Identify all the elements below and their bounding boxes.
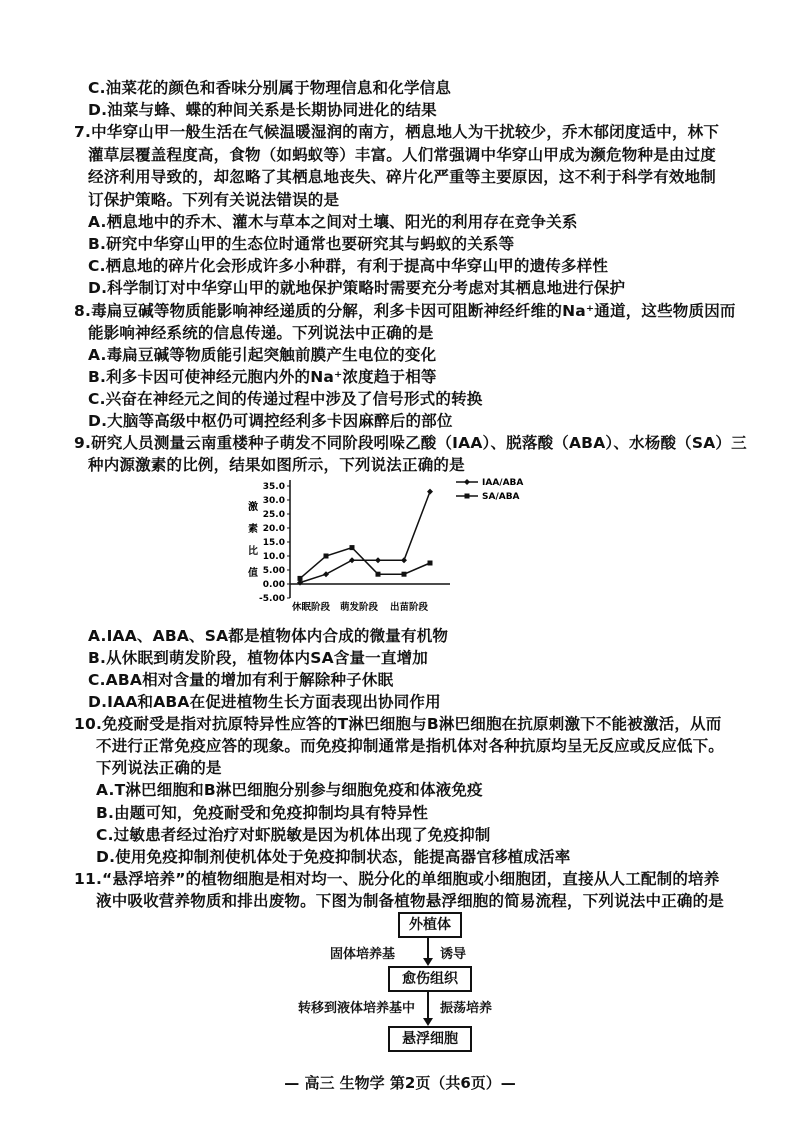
y-axis-label-char: 激 (248, 502, 258, 513)
text-line: 9.研究人员测量云南重楼种子萌发不同阶段吲哚乙酸（IAA）、脱落酸（ABA）、水杨酸（SA）三 (74, 434, 747, 452)
hormone-ratio-chart (228, 470, 548, 620)
data-point-iaa-aba (323, 571, 329, 577)
text-line: D.大脑等高级中枢仍可调控经利多卡因麻醉后的部位 (88, 412, 453, 430)
data-point-sa-aba (298, 576, 303, 581)
y-tick-label: 15.0 (262, 538, 285, 548)
text-line: D.使用免疫抑制剂使机体处于免疫抑制状态，能提高器官移植成活率 (96, 848, 571, 866)
flow-label-solid-medium: 固体培养基 (330, 947, 396, 962)
text-line: D.油菜与蜂、蝶的种间关系是长期协同进化的结果 (88, 101, 437, 119)
text-line: 液中吸收营养物质和排出废物。下图为制备植物悬浮细胞的简易流程，下列说法中正确的是 (96, 892, 725, 910)
x-category-label: 萌发阶段 (340, 602, 379, 613)
text-line: 种内源激素的比例，结果如图所示，下列说法正确的是 (88, 456, 465, 474)
text-line: 7.中华穿山甲一般生活在气候温暖湿润的南方，栖息地人为干扰较少，乔木郁闭度适中，林下 (74, 123, 720, 141)
text-line: 下列说法正确的是 (96, 759, 222, 777)
text-line: D.IAA和ABA在促进植物生长方面表现出协同作用 (88, 693, 441, 711)
text-line: B.研究中华穿山甲的生态位时通常也要研究其与蚂蚁的关系等 (88, 235, 515, 253)
series-line-iaa-aba (300, 492, 430, 583)
flow-box-explant: 外植体 (398, 912, 462, 938)
page-footer: — 高三 生物学 第2页（共6页）— (284, 1074, 516, 1092)
y-axis-label-char: 比 (248, 546, 258, 557)
text-line: A.T淋巴细胞和B淋巴细胞分别参与细胞免疫和体液免疫 (96, 781, 483, 799)
text-line: 灌草层覆盖程度高，食物（如蚂蚁等）丰富。人们常强调中华穿山甲成为濒危物种是由过度 (88, 146, 717, 164)
data-point-sa-aba (376, 572, 381, 577)
text-line: 经济利用导致的，却忽略了其栖息地丧失、碎片化严重等主要原因，这不利于科学有效地制 (88, 168, 717, 186)
text-line: 10.免疫耐受是指对抗原特异性应答的T淋巴细胞与B淋巴细胞在抗原刺激下不能被激活，从而 (74, 715, 722, 733)
x-category-label: 休眠阶段 (292, 602, 331, 613)
text-line: A.栖息地中的乔木、灌木与草本之间对土壤、阳光的利用存在竞争关系 (88, 213, 578, 231)
y-axis-label-char: 值 (248, 568, 258, 579)
text-line: D.科学制订对中华穿山甲的就地保护策略时需要充分考虑对其栖息地进行保护 (88, 279, 626, 297)
text-line: C.ABA相对含量的增加有利于解除种子休眠 (88, 671, 394, 689)
text-line: 订保护策略。下列有关说法错误的是 (88, 191, 340, 209)
data-point-sa-aba (324, 554, 329, 559)
text-line: C.过敏患者经过治疗对虾脱敏是因为机体出现了免疫抑制 (96, 826, 491, 844)
y-tick-label: -5.00 (259, 594, 285, 604)
y-tick-label: 0.00 (262, 580, 285, 590)
y-tick-label: 25.0 (262, 510, 285, 520)
text-line: C.栖息地的碎片化会形成许多小种群，有利于提高中华穿山甲的遗传多样性 (88, 257, 609, 275)
y-axis-label-char: 素 (248, 524, 258, 535)
flow-label-shaking-culture: 振荡培养 (440, 1001, 493, 1016)
text-line: 不进行正常免疫应答的现象。而免疫抑制通常是指机体对各种抗原均呈无反应或反应低下。 (96, 737, 725, 755)
suspension-culture-flowchart (300, 912, 520, 1052)
text-line: A.IAA、ABA、SA都是植物体内合成的微量有机物 (88, 627, 449, 645)
text-line: C.兴奋在神经元之间的传递过程中涉及了信号形式的转换 (88, 390, 483, 408)
data-point-sa-aba (428, 561, 433, 566)
text-line: B.从休眠到萌发阶段，植物体内SA含量一直增加 (88, 649, 428, 667)
chart-svg (228, 470, 548, 620)
text-line: B.利多卡因可使神经元胞内外的Na⁺浓度趋于相等 (88, 368, 437, 386)
data-point-sa-aba (402, 572, 407, 577)
flow-label-induction: 诱导 (440, 947, 467, 962)
legend-label: SA/ABA (482, 492, 520, 502)
flow-box-suspension-cells: 悬浮细胞 (388, 1026, 472, 1052)
data-point-iaa-aba (427, 489, 433, 495)
text-line: 11.“悬浮培养”的植物细胞是相对均一、脱分化的单细胞或小细胞团，直接从人工配制的培养 (74, 870, 720, 888)
data-point-iaa-aba (375, 557, 381, 563)
legend-label: IAA/ABA (482, 478, 524, 488)
text-line: 8.毒扁豆碱等物质能影响神经递质的分解，利多卡因可阻断神经纤维的Na⁺通道，这些物质因而 (74, 302, 736, 320)
series-line-sa-aba (300, 548, 430, 579)
y-tick-label: 35.0 (262, 482, 285, 492)
legend-marker (464, 479, 470, 485)
y-tick-label: 10.0 (262, 552, 285, 562)
y-tick-label: 30.0 (262, 496, 285, 506)
data-point-iaa-aba (349, 557, 355, 563)
text-line: C.油菜花的颜色和香味分别属于物理信息和化学信息 (88, 79, 452, 97)
text-line: 能影响神经系统的信息传递。下列说法中正确的是 (88, 324, 434, 342)
data-point-iaa-aba (401, 557, 407, 563)
text-line: B.由题可知，免疫耐受和免疫抑制均具有特异性 (96, 804, 429, 822)
data-point-sa-aba (350, 545, 355, 550)
y-tick-label: 5.00 (262, 566, 285, 576)
x-category-label: 出苗阶段 (390, 602, 429, 613)
text-line: A.毒扁豆碱等物质能引起突触前膜产生电位的变化 (88, 346, 437, 364)
y-tick-label: 20.0 (262, 524, 285, 534)
legend-marker (465, 494, 470, 499)
flow-label-transfer-liquid: 转移到液体培养基中 (298, 1001, 416, 1016)
flow-box-callus: 愈伤组织 (388, 966, 472, 992)
